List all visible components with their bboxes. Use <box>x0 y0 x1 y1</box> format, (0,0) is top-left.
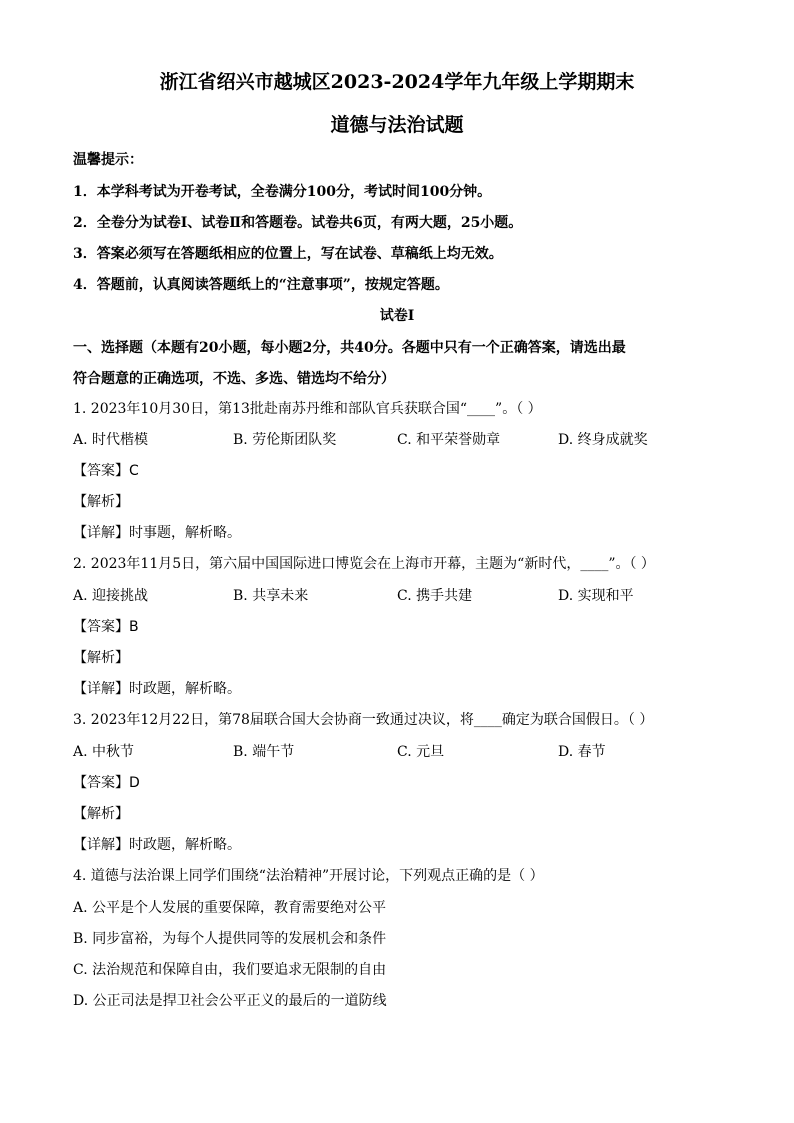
option-a: A. 迎接挑战 <box>73 588 149 604</box>
option-b: B. 同步富裕，为每个人提供同等的发展机会和条件 <box>73 931 387 947</box>
detail-label: 【详解】时政题，解析略。 <box>73 681 241 697</box>
analysis-label: 【解析】 <box>73 650 129 666</box>
analysis-label: 【解析】 <box>73 494 129 510</box>
option-a: A. 公平是个人发展的重要保障，教育需要绝对公平 <box>73 900 387 916</box>
option-c: C. 携手共建 <box>397 588 473 604</box>
tip-item: 1．本学科考试为开卷考试，全卷满分100分，考试时间100分钟。 <box>73 184 492 200</box>
question-stem: 4. 道德与法治课上同学们围绕“法治精神”开展讨论，下列观点正确的是（ ） <box>73 868 544 884</box>
option-d: D. 实现和平 <box>558 588 634 604</box>
section-heading-cont: 符合题意的正确选项，不选、多选、错选均不给分） <box>73 371 395 387</box>
option-c: C. 法治规范和保障自由，我们要追求无限制的自由 <box>73 962 387 978</box>
page-title: 浙江省绍兴市越城区2023-2024学年九年级上学期期末 <box>159 71 635 93</box>
analysis-label: 【解析】 <box>73 806 129 822</box>
question-stem: 3. 2023年12月22日，第78届联合国大会协商一致通过决议，将____确定为联合国假日。（ ） <box>73 712 654 728</box>
question-stem: 2. 2023年11月5日，第六届中国国际进口博览会在上海市开幕，主题为“新时代，____”。（ ） <box>73 556 655 572</box>
paper-label: 试卷Ⅰ <box>379 308 415 324</box>
option-b: B. 共享未来 <box>233 588 309 604</box>
detail-label: 【详解】时事题，解析略。 <box>73 525 241 541</box>
tips-heading: 温馨提示： <box>73 152 143 168</box>
detail-label: 【详解】时政题，解析略。 <box>73 837 241 853</box>
page-subtitle: 道德与法治试题 <box>330 114 464 136</box>
question-stem: 1. 2023年10月30日，第13批赴南苏丹维和部队官兵获联合国“____”。（ ） <box>73 401 542 417</box>
tip-item: 4．答题前，认真阅读答题纸上的“注意事项”，按规定答题。 <box>73 277 449 293</box>
option-c: C. 和平荣誉勋章 <box>397 432 501 448</box>
option-b: B. 劳伦斯团队奖 <box>233 432 337 448</box>
tip-item: 2．全卷分为试卷Ⅰ、试卷Ⅱ和答题卷。试卷共6页，有两大题，25小题。 <box>73 215 523 231</box>
answer-label: 【答案】C <box>73 463 139 479</box>
answer-label: 【答案】D <box>73 775 140 791</box>
answer-label: 【答案】B <box>73 619 139 635</box>
section-heading: 一、选择题（本题有20小题，每小题2分，共40分。各题中只有一个正确答案，请选出最 <box>73 340 626 356</box>
option-d: D. 公正司法是捍卫社会公平正义的最后的一道防线 <box>73 993 387 1009</box>
option-c: C. 元旦 <box>397 744 445 760</box>
option-a: A. 时代楷模 <box>73 432 149 448</box>
option-d: D. 终身成就奖 <box>558 432 648 448</box>
tip-item: 3．答案必须写在答题纸相应的位置上，写在试卷、草稿纸上均无效。 <box>73 246 503 262</box>
option-b: B. 端午节 <box>233 744 295 760</box>
option-d: D. 春节 <box>558 744 606 760</box>
option-a: A. 中秋节 <box>73 744 135 760</box>
